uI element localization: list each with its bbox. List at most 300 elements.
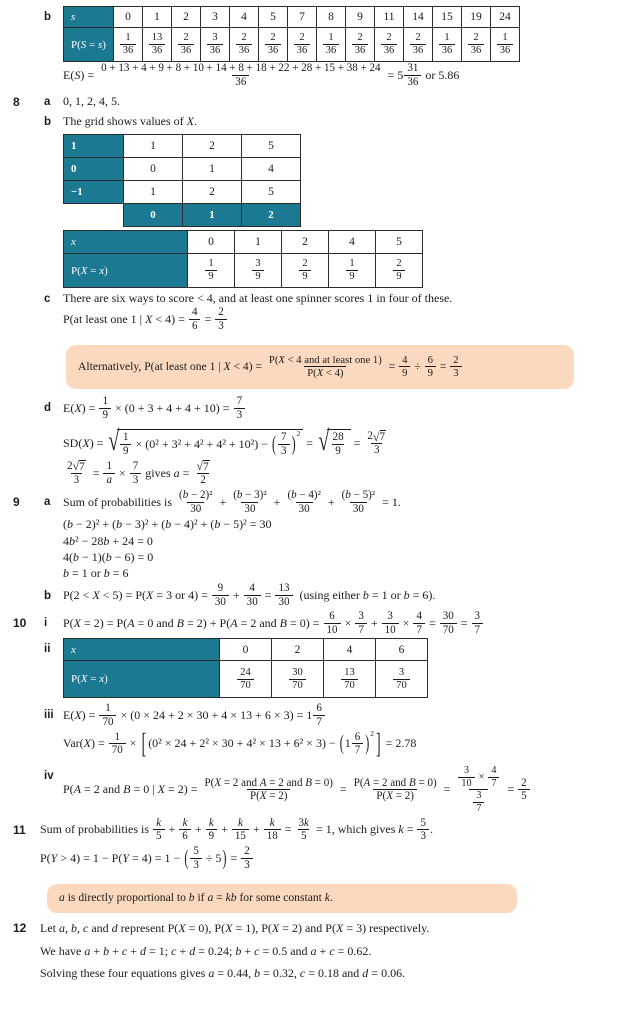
italic-variable: s (71, 11, 76, 23)
math-text: 1 (71, 140, 77, 153)
table-cell (404, 7, 433, 28)
q9a-factorised-line (0, 550, 620, 565)
numerator (296, 817, 312, 830)
math-text: 2 (302, 258, 308, 270)
math-text: = 0) (415, 776, 437, 789)
denominator (458, 777, 474, 790)
math-text: P( (71, 264, 81, 277)
numerator (461, 765, 472, 777)
math-line (63, 460, 620, 487)
q12-intro-line-content (40, 921, 620, 936)
table-cell (172, 28, 201, 62)
math-text: 3 (132, 473, 139, 486)
math-text: = (87, 264, 100, 277)
header-cell (183, 204, 242, 227)
fraction (230, 489, 269, 515)
math-text: 2 (396, 258, 402, 270)
denominator (473, 802, 484, 815)
question-number: 10 (13, 616, 27, 631)
denominator (153, 829, 165, 843)
italic-variable: kb (225, 890, 237, 904)
math-line (63, 94, 620, 109)
math-text: 5 (156, 830, 162, 843)
math-text: = (201, 312, 215, 327)
math-text: 2 (415, 31, 421, 43)
q8d-sd-line-content (63, 426, 620, 458)
fraction (351, 777, 440, 803)
math-text: 1 (502, 31, 508, 43)
expected-value-s-line (0, 62, 620, 88)
math-text: ( (341, 489, 346, 502)
math-text: ) = (81, 707, 99, 722)
numerator (205, 258, 216, 270)
math-line (63, 534, 620, 549)
math-text: − 6) = 0 (111, 550, 154, 565)
math-line (63, 765, 620, 815)
math-text: 0, 1, 2, 4, 5. (63, 94, 120, 109)
math-text: 2 (67, 460, 73, 473)
proportionality-callout (0, 884, 620, 913)
denominator (439, 44, 456, 57)
fraction (266, 354, 385, 380)
part-label: d (44, 402, 52, 415)
denominator (247, 789, 291, 803)
table-cell (242, 158, 301, 181)
italic-variable: b (345, 489, 351, 502)
radical-sign: √ (72, 459, 80, 474)
math-text: The grid shows values of (63, 114, 187, 129)
table-cell (346, 7, 375, 28)
fraction (330, 431, 347, 457)
math-text: E( (63, 707, 75, 722)
square-root (316, 426, 351, 458)
q10iii-expectation-line (0, 702, 620, 728)
math-text: = 0.32, (260, 965, 300, 980)
math-text: 3 (420, 830, 426, 843)
math-text: × (0² + 3² + 4² + 4² + 10²) − (132, 436, 272, 451)
italic-variable: b (188, 890, 195, 904)
math-text: 6 (329, 609, 335, 622)
denominator (382, 623, 399, 637)
italic-variable: b (362, 588, 369, 603)
q12-equations-line-content (40, 944, 620, 959)
numerator (103, 460, 115, 473)
math-text: 4 (63, 534, 69, 549)
fraction (339, 489, 378, 515)
italic-variable: A (73, 782, 82, 797)
denominator (393, 270, 404, 283)
math-text: = (281, 822, 295, 837)
denominator (371, 443, 383, 457)
math-text: 0 (208, 236, 214, 249)
math-text: 4 (349, 236, 355, 249)
denominator (450, 366, 461, 379)
math-text: 7 (474, 623, 481, 636)
superscript: 2 (370, 728, 374, 738)
math-text: = 2 and (81, 782, 124, 797)
numerator (238, 32, 249, 44)
numerator (396, 667, 407, 679)
math-text: + (90, 943, 104, 958)
numerator (346, 258, 357, 270)
fraction (399, 354, 410, 380)
q9a-sum-line-content (63, 489, 620, 515)
table-cell (317, 7, 346, 28)
table-cell (317, 28, 346, 62)
fraction (252, 258, 263, 283)
math-text: P(at least one 1 | (63, 312, 146, 327)
math-text: = 1. (379, 494, 401, 509)
radicand (327, 429, 351, 457)
math-text: 9 (427, 367, 433, 380)
denominator (103, 473, 115, 487)
s-distribution-table-row-content (63, 6, 620, 62)
fraction (393, 667, 410, 692)
italic-variable: X (73, 615, 82, 630)
table-cell (124, 158, 183, 181)
math-text: Sum of probabilities is (40, 822, 152, 837)
numerator (112, 731, 124, 744)
big-paren: ( (184, 845, 189, 870)
italic-variable: a (173, 465, 180, 480)
fraction (352, 731, 364, 757)
math-text: + (165, 822, 179, 837)
q8b-grid-table-row (0, 134, 620, 227)
fraction (518, 777, 530, 803)
italic-variable: b (69, 534, 75, 549)
math-text: 3 (73, 474, 80, 487)
q8b-text (0, 114, 620, 129)
numerator (284, 489, 323, 502)
math-text: 3 (218, 320, 224, 333)
numerator (215, 582, 227, 595)
table-cell (188, 231, 235, 254)
math-text: 36 (180, 45, 192, 56)
math-text: 2 (183, 31, 189, 43)
table-row (64, 28, 520, 62)
numerator (470, 32, 481, 44)
italic-variable: b (235, 943, 242, 958)
math-text: = 6). (409, 588, 436, 603)
math-text: = 0 | (130, 782, 158, 797)
math-text: − 1)( (79, 550, 106, 565)
italic-variable: X (214, 776, 222, 789)
numerator (202, 777, 336, 790)
math-text: 9 (208, 830, 215, 843)
table-cell (201, 28, 230, 62)
math-text: 36 (441, 45, 453, 56)
italic-variable: k (182, 816, 188, 829)
math-text: = 3 or 4) = (153, 588, 211, 603)
math-text: ) (102, 38, 106, 51)
math-text: 0 (71, 163, 77, 176)
numerator (153, 817, 164, 830)
italic-variable: b (103, 943, 110, 958)
math-text: 3 (476, 790, 482, 802)
italic-variable: x (99, 264, 105, 277)
math-text: ) = (81, 400, 99, 415)
denominator (130, 473, 142, 487)
italic-variable: B (305, 776, 312, 789)
q9a-quadratic-line-content (63, 534, 620, 549)
math-text: 4 (416, 609, 422, 622)
math-line (63, 62, 620, 88)
q8c-alternative-callout (0, 345, 620, 389)
math-text: 30 (244, 502, 256, 515)
math-line (63, 395, 620, 421)
math-text: = (261, 588, 275, 603)
math-text: 5 (268, 186, 274, 199)
denominator (252, 270, 263, 283)
denominator (189, 319, 201, 333)
math-text: 6 (354, 730, 361, 743)
math-text: = 0), P( (185, 920, 226, 935)
math-text: 2 (200, 474, 206, 487)
math-text: 2 (218, 306, 224, 319)
fraction (299, 258, 310, 283)
fraction (440, 610, 457, 636)
math-text: < 4 and at least one 1) (284, 354, 382, 367)
math-text: < 4) = (152, 312, 188, 327)
numerator (413, 610, 425, 623)
numerator (383, 32, 394, 44)
math-text: 36 (383, 45, 395, 56)
italic-variable: A (363, 776, 371, 789)
table-cell (201, 7, 230, 28)
italic-variable: X (74, 400, 82, 415)
math-text: × (399, 615, 413, 630)
numerator (404, 62, 421, 75)
q8b-x-distribution-table-row-content (63, 230, 620, 288)
numerator (149, 32, 166, 44)
italic-variable: d (140, 943, 147, 958)
math-text: ÷ 5 (202, 850, 222, 865)
italic-variable: b (403, 588, 410, 603)
table-cell (230, 28, 259, 62)
italic-variable: X (82, 435, 90, 450)
math-text: 19 (470, 11, 482, 23)
q9a-expand-line (0, 517, 620, 532)
math-text: 4( (63, 550, 73, 565)
italic-variable: c (254, 943, 260, 958)
math-text: = 2) = P( (81, 615, 128, 630)
italic-variable: S (80, 38, 87, 51)
math-text: 2 (209, 140, 215, 153)
math-text: 1 (105, 702, 111, 715)
table-cell (376, 254, 423, 288)
math-text: + (367, 615, 381, 630)
fraction (189, 306, 201, 332)
fraction (323, 32, 340, 57)
math-text: 4 (491, 765, 497, 777)
math-text: 1 (255, 236, 261, 249)
radical-sign: √ (196, 459, 204, 474)
math-text: 70 (240, 679, 251, 691)
math-text: P( (353, 776, 364, 789)
question-number: 8 (13, 94, 20, 109)
table-cell (183, 181, 242, 204)
q8c-text-content (63, 291, 620, 306)
math-text: 24 (499, 11, 511, 23)
math-text: E( (63, 400, 75, 415)
numerator (215, 306, 227, 319)
italic-variable: b (291, 489, 297, 502)
q8b-x-distribution-table-row (0, 230, 620, 288)
denominator (299, 270, 310, 283)
math-line (63, 550, 620, 565)
math-text: 7 (236, 394, 243, 407)
math-text: P( (204, 776, 215, 789)
math-text: = 0.44, (214, 965, 255, 980)
math-text: ÷ (411, 359, 424, 373)
fraction (120, 32, 137, 57)
fraction (265, 32, 282, 57)
math-text: 70 (442, 623, 454, 636)
math-line (63, 114, 620, 129)
numerator (180, 817, 191, 830)
superscript: 2 (296, 429, 301, 439)
big-bracket: [ (141, 728, 147, 759)
q8d-a-value-line (0, 460, 620, 487)
denominator (205, 270, 216, 283)
s-distribution-table (63, 6, 520, 62)
math-text: 2 (302, 236, 308, 249)
q10iv-line (0, 765, 620, 815)
math-text: (using either (293, 588, 363, 603)
math-text: + (127, 943, 141, 958)
numerator (64, 460, 89, 474)
table-cell (324, 661, 376, 698)
numerator (275, 582, 292, 595)
math-text: E( (63, 67, 75, 82)
denominator (275, 595, 292, 609)
math-text: P( (268, 354, 279, 367)
denominator (264, 829, 281, 843)
italic-variable: a (59, 890, 65, 904)
header-cell (64, 7, 114, 28)
denominator (187, 502, 204, 516)
table-cell (376, 639, 428, 661)
math-text: 36 (238, 45, 250, 56)
table-cell (288, 7, 317, 28)
denominator (178, 44, 195, 57)
math-text: 15 (441, 11, 453, 23)
numerator (313, 702, 325, 715)
math-text: = (403, 822, 417, 837)
square-root (373, 430, 386, 444)
math-text: = 6 (109, 566, 129, 581)
math-text: + (109, 943, 122, 958)
italic-variable: b (103, 566, 110, 581)
math-text: 2 (209, 186, 215, 199)
math-text: 30 (190, 502, 202, 515)
table-cell (143, 28, 172, 62)
q12-solution-line-content (40, 966, 620, 981)
math-text: = 2.78 (382, 736, 417, 751)
part-label: b (44, 115, 52, 128)
numerator (296, 32, 307, 44)
q10i-line (0, 610, 620, 636)
q8d-a-value-line-content (63, 460, 620, 487)
math-text: 7 (281, 431, 287, 444)
numerator (193, 460, 212, 474)
math-text: = 5 (384, 67, 404, 82)
math-text: ( (287, 489, 292, 502)
italic-variable: X (157, 782, 165, 797)
math-text: 36 (499, 45, 511, 56)
fraction (205, 258, 216, 283)
math-text: 7 (132, 460, 139, 473)
q11-sum-line (0, 817, 620, 843)
math-text: = 0.06. (368, 965, 406, 980)
math-text: 2 (299, 31, 305, 43)
denominator (352, 743, 364, 757)
header-cell (64, 231, 188, 254)
math-text: There are six ways to score < 4, and at least one spinner scores 1 in four of these. (63, 291, 453, 306)
fraction (202, 777, 336, 803)
math-text: 70 (111, 744, 123, 757)
italic-variable: c (83, 920, 89, 935)
math-text: P( (307, 367, 317, 380)
q10-x-distribution-table (63, 638, 428, 698)
q8b-grid-table-row-content (63, 134, 620, 227)
math-text: if (194, 890, 208, 904)
radical-sign: √ (108, 426, 120, 458)
math-text: 0 (150, 163, 156, 176)
math-text: ) = (91, 736, 108, 751)
math-text: 7 (316, 715, 322, 728)
numerator (241, 845, 253, 858)
denominator (179, 829, 191, 843)
table-row (64, 181, 301, 204)
denominator (237, 679, 254, 692)
math-text: ( (179, 489, 183, 502)
math-text: + (216, 494, 230, 509)
math-text: 9 (357, 11, 363, 23)
fraction (98, 62, 383, 88)
math-text: = 1, which gives (312, 822, 399, 837)
math-text: 9 (102, 408, 108, 421)
table-cell (375, 28, 404, 62)
header-cell (64, 181, 124, 204)
math-text: = 2) (266, 790, 288, 803)
math-text: + (176, 943, 190, 958)
math-text: We have (40, 943, 85, 958)
italic-variable: a (84, 943, 91, 958)
table-cell (183, 135, 242, 158)
q11-sum-line-content (40, 817, 620, 843)
math-text: 10 (326, 623, 338, 636)
fraction (103, 460, 115, 486)
q9a-quadratic-line (0, 534, 620, 549)
numerator (384, 610, 396, 623)
math-text: 4 (241, 11, 247, 23)
denominator (241, 502, 258, 516)
math-text: 36 (296, 45, 308, 56)
table-cell (346, 28, 375, 62)
fraction (193, 460, 212, 487)
fraction (232, 817, 249, 843)
q9b-line-content (63, 582, 620, 608)
math-text: 10 (461, 777, 472, 789)
fraction (404, 62, 421, 88)
square-root (196, 460, 209, 474)
table-cell (376, 231, 423, 254)
denominator (373, 789, 417, 803)
math-text: = (504, 782, 518, 797)
italic-variable: a (310, 943, 317, 958)
numerator (450, 354, 461, 366)
